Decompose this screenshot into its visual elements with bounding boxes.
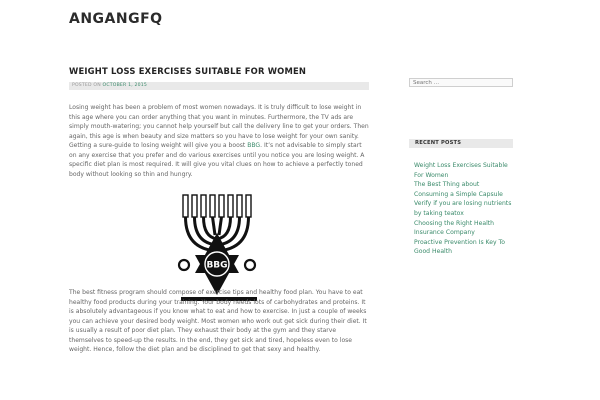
menorah-candles: [183, 195, 251, 217]
search-input[interactable]: [409, 78, 513, 87]
post-paragraph-1: [69, 103, 369, 179]
recent-post-link[interactable]: Choosing the Right Health Insurance Company: [414, 219, 495, 237]
recent-post-link[interactable]: The Best Thing about Consuming a Simple Capsule: [414, 181, 503, 198]
para1-text-a: Losing weight has been a problem of most women nowadays. It is truly difficult to lose weight in this age where you can order anything that you want in minutes. Furthermore, the TV ads are simply mouth-watering; you cannot help yourself but call the delivery line to get your orders. Then again, this age is when beauty and size matters so you have to lose weight for your own sanity. Getting a sure-guide to losing weight will give you a boost: [69, 104, 369, 149]
bbg-logo-text: BBG: [206, 260, 228, 271]
recent-post-link[interactable]: Weight Loss Exercises Suitable For Women: [414, 162, 508, 179]
recent-post-link[interactable]: Verify if you are losing nutrients by taking teatox: [414, 200, 512, 217]
recent-posts-title: RECENT POSTS: [415, 140, 462, 146]
post-date-link[interactable]: OCTOBER 1, 2015: [102, 83, 148, 88]
post-paragraph-2: The best fitness program should compose of exercise tips and healthy food plan. You have to eat healthy food products during your training. Your body needs lots of carbohydrates and proteins. It is absolutely advantageous if you know what to eat and how to exercise. In just a couple of weeks you can achieve your desired body weight. Most women who work out get sick during their diet. It is usually a result of poor diet plan. They exhaust their body at the gym and they starve themselves to speed-up the results. In the end, they get sick and tired, hopeless even to lose weight. Hence, follow the diet plan and be disciplined to get that sexy and healthy.: [69, 289, 367, 353]
recent-posts-header: [409, 139, 513, 148]
site-title[interactable]: ANGANGFQ: [69, 11, 163, 27]
meta-prefix: POSTED ON: [72, 83, 103, 88]
post-title[interactable]: WEIGHT LOSS EXERCISES SUITABLE FOR WOMEN: [69, 66, 307, 76]
recent-posts-list: [414, 161, 514, 257]
bbg-link[interactable]: BBG: [247, 142, 261, 149]
para1-text-b: . It’s not advisable to simply start on any exercise that you prefer and do various exercises until you notice you are losing weight. A specific diet plan is most required. It will give you vital clues on how to achieve a perfectly toned body without looking so thin and hungry.: [69, 142, 365, 178]
post-meta-bar: [69, 82, 369, 90]
post-meta: [72, 82, 147, 90]
recent-post-link[interactable]: Proactive Prevention Is Key To Good Health: [414, 238, 505, 256]
